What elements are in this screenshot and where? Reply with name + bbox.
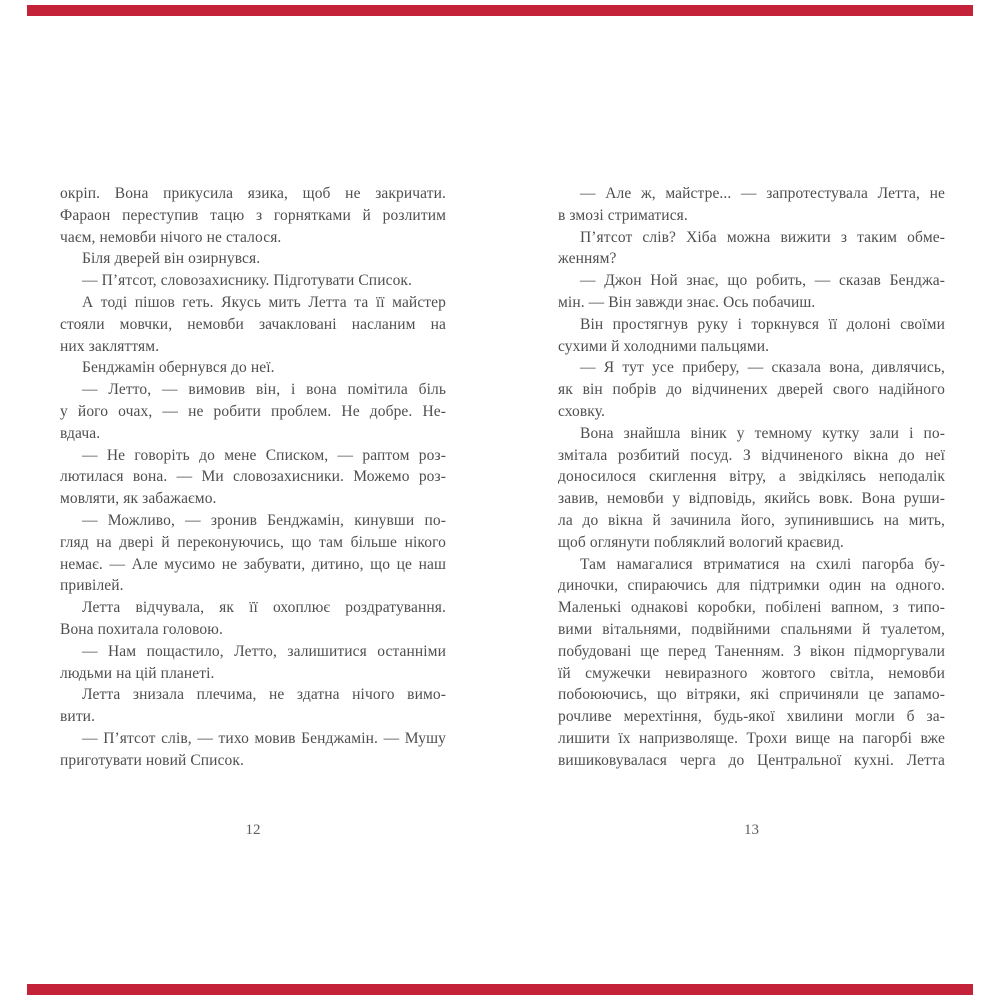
- text-line: диночки, спираючись для підтримки один на одного.: [558, 577, 945, 595]
- text-line: женням?: [558, 250, 617, 268]
- text-line: Фараон переступив тацю з горнятками й розлитим: [60, 206, 446, 224]
- text-line: — Джон Ной знає, що робить, — сказав Бенджа-: [580, 272, 945, 290]
- left-page-text-block: [60, 183, 446, 772]
- right-page: [500, 0, 1000, 1000]
- text-line: лютилася вона. — Ми словозахисники. Можемо роз-: [60, 468, 446, 486]
- text-line: — Летто, — вимовив він, і вона помітила біль: [82, 381, 446, 399]
- text-line: Бенджамін обернувся до неї.: [82, 359, 275, 377]
- text-line: побудовані ще перед Таненням. З вікон підморгували: [558, 642, 945, 660]
- text-line: — Нам пощастило, Летто, залишитися останніми: [82, 642, 446, 660]
- text-line: — П’ятсот, словозахиснику. Підготувати Список.: [82, 272, 413, 290]
- text-line: А тоді пішов геть. Якусь мить Летта та її майстер: [82, 293, 446, 311]
- text-line: Вона похитала головою.: [60, 620, 223, 638]
- text-line: рочливе мерехтіння, будь-якої хвилини могли б за-: [558, 708, 945, 726]
- text-line: в змозі стриматися.: [558, 206, 688, 224]
- text-line: завив, немовби у відповідь, якийсь вовк. Вона руши-: [558, 490, 945, 508]
- text-line: вити.: [60, 708, 96, 726]
- text-line: — Можливо, — зронив Бенджамін, кинувши по-: [82, 511, 446, 529]
- text-line: чаєм, немовби нічого не сталося.: [60, 228, 282, 246]
- text-line: людьми на цій планеті.: [60, 664, 215, 682]
- text-line: вишиковувалася черга до Центральної кухні. Летта: [558, 751, 945, 769]
- text-line: ла до вікна й зачинила його, зупинившись на мить,: [558, 511, 945, 529]
- book-cover-edge-bottom: [27, 984, 973, 995]
- text-line: як він побрів до відчинених дверей свого надійного: [558, 381, 945, 399]
- text-line: Біля дверей він озирнувся.: [82, 250, 261, 268]
- text-line: П’ятсот слів? Хіба можна вижити з таким обме-: [580, 228, 945, 246]
- text-line: — П’ятсот слів, — тихо мовив Бенджамін. — Мушу: [82, 729, 446, 747]
- text-line: привілей.: [60, 577, 124, 595]
- text-line: Там намагалися втриматися на схилі пагорба бу-: [580, 555, 945, 573]
- text-line: мовляти, як забажаємо.: [60, 490, 217, 508]
- text-line: — Не говоріть до мене Списком, — раптом роз-: [82, 446, 446, 464]
- text-line: Вона знайшла віник у темному кутку зали і по-: [580, 424, 945, 442]
- text-line: побоюючись, що вітряки, які спричиняли це запамо-: [558, 686, 945, 704]
- text-line: окріп. Вона прикусила язика, щоб не закричати.: [60, 185, 446, 202]
- text-line: вими вітальнями, подвійними спальнями й туалетом,: [558, 620, 945, 638]
- text-line: вдача.: [60, 424, 101, 442]
- text-line: — Але ж, майстре... — запротестувала Летта, не: [580, 185, 945, 202]
- text-line: стояли мовчки, немовби зачакловані насланим на: [60, 315, 446, 333]
- text-line: немає. — Але мусимо не забувати, дитино, що це наш: [60, 555, 446, 573]
- text-line: приготувати новий Список.: [60, 751, 245, 769]
- text-line: Летта відчувала, як її охоплює роздратування.: [82, 599, 446, 617]
- text-line: у його очах, — не робити проблем. Не добре. Не-: [60, 402, 446, 420]
- text-line: Летта знизала плечима, не здатна нічого вимо-: [82, 686, 446, 704]
- text-line: гляд на двері й переконуючись, що там більше нікого: [60, 533, 446, 551]
- page-number-left: 12: [245, 822, 261, 838]
- text-line: Він простягнув руку і торкнувся її долоні своїми: [580, 315, 945, 333]
- text-line: лишити їх напризволяще. Трохи вище на пагорбі вже: [558, 729, 945, 747]
- text-line: їй смужечки невиразного жовтого світла, немовби: [558, 664, 945, 682]
- text-line: Маленькі однакові коробки, побілені вапном, з типо-: [558, 599, 945, 617]
- text-line: доносилося скиглення вітру, а звідкілясь неподалік: [558, 468, 945, 486]
- text-line: — Я тут усе приберу, — сказала вона, дивлячись,: [580, 359, 945, 377]
- text-line: мін. — Він завжди знає. Ось побачиш.: [558, 293, 816, 311]
- text-line: них закляттям.: [60, 337, 160, 355]
- text-line: сховку.: [558, 402, 605, 420]
- text-line: сухими й холодними пальцями.: [558, 337, 770, 355]
- page-number-right: 13: [744, 822, 759, 838]
- text-line: щоб оглянути побляклий вологий краєвид.: [558, 533, 844, 551]
- right-page-text-block: [558, 183, 945, 772]
- text-line: змітала розбитий посуд. З відчиненого вікна до неї: [558, 446, 945, 464]
